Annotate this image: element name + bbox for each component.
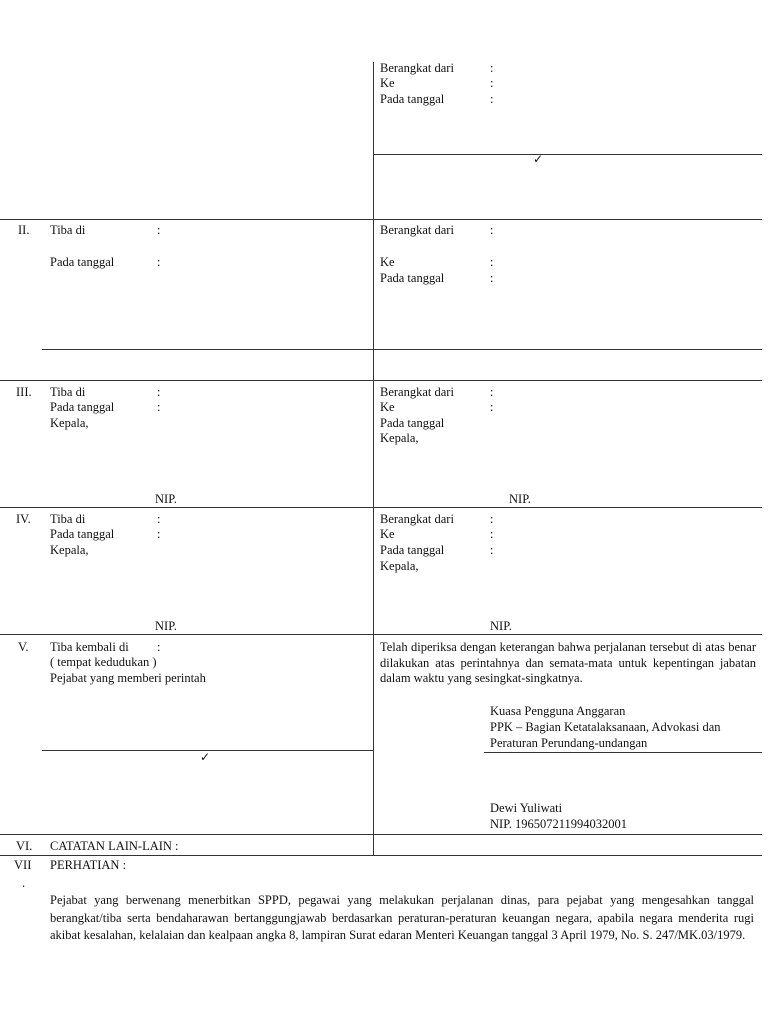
section4-tiba-label: Tiba di <box>50 512 86 526</box>
section2-berangkat-label: Berangkat dari <box>380 223 454 237</box>
section3-berangkat-label: Berangkat dari <box>380 385 454 399</box>
section4-kepala-label: Kepala, <box>50 543 89 557</box>
row5-right-line <box>484 752 762 753</box>
section2-number: II. <box>18 223 30 237</box>
section4-tanggal-label: Pada tanggal <box>50 527 115 541</box>
section4-tanggal-colon: : <box>157 527 161 541</box>
row2-signature-line <box>42 349 762 350</box>
section3-tanggal-colon: : <box>157 400 161 414</box>
section4-right-tanggal-label: Pada tanggal <box>380 543 445 557</box>
section4-right-kepala-label: Kepala, <box>380 559 419 573</box>
section4-number: IV. <box>16 512 31 526</box>
top-ke-label: Ke <box>380 76 395 90</box>
section4-tiba-colon: : <box>157 512 161 526</box>
section4-berangkat-colon: : <box>490 512 494 526</box>
center-divider-3 <box>373 380 374 508</box>
center-divider-4 <box>373 507 374 635</box>
center-divider-top <box>373 62 374 220</box>
section4-berangkat-label: Berangkat dari <box>380 512 454 526</box>
section5-statement: Telah diperiksa dengan keterangan bahwa perjalanan tersebut di atas benar dilakukan atas perintahnya dan semata-mata untuk kepentingan jabatan dalam waktu yang sesingkat-singkatnya. <box>380 640 756 685</box>
top-berangkat-colon: : <box>490 61 494 75</box>
section3-right-tanggal-label: Pada tanggal <box>380 416 445 430</box>
section3-ke-colon: : <box>490 400 494 414</box>
section3-tiba-colon: : <box>157 385 161 399</box>
row-border-4 <box>0 507 762 508</box>
section4-nip-label: NIP. <box>155 619 177 633</box>
section7-dot: . <box>22 876 26 890</box>
section5-tiba-kembali-label: Tiba kembali di <box>50 640 129 654</box>
section3-kepala-label: Kepala, <box>50 416 89 430</box>
section5-official-name: Dewi Yuliwati <box>490 801 563 815</box>
section2-berangkat-colon: : <box>490 223 494 237</box>
center-divider-2 <box>373 219 374 381</box>
row-border-5 <box>0 634 762 635</box>
section5-tempat-label: ( tempat kedudukan ) <box>50 655 157 669</box>
section3-nip-label: NIP. <box>155 492 177 506</box>
section2-tanggal-label: Pada tanggal <box>50 255 115 269</box>
top-check-icon: ✓ <box>533 152 544 166</box>
section4-ke-colon: : <box>490 527 494 541</box>
section5-official-nip: NIP. 196507211994032001 <box>490 817 628 831</box>
section3-right-nip-label: NIP. <box>509 492 531 506</box>
section3-number: III. <box>16 385 32 399</box>
section3-right-kepala-label: Kepala, <box>380 431 419 445</box>
perhatian-paragraph: Pejabat yang berwenang menerbitkan SPPD, pegawai yang melakukan perjalanan dinas, para pejabat yang mengesahkan tanggal berangkat/tiba serta bendaharawan bertanggungjawab berdasarkan peraturan-peraturan keuangan negara, apabila negara menderita rugi akibat kesalahan, kelalaian dan kealpaan angka 8, lampiran Surat edaran Menteri Keuangan tanggal 3 April 1979, No. S. 247/MK.03/1979. <box>50 893 754 942</box>
section3-ke-label: Ke <box>380 400 395 414</box>
section5-peraturan-label: Peraturan Perundang-undangan <box>490 736 648 750</box>
section7-label: PERHATIAN : <box>50 858 127 872</box>
section5-kuasa-label: Kuasa Pengguna Anggaran <box>490 704 626 718</box>
top-right-signature-line <box>373 154 762 155</box>
section2-ke-colon: : <box>490 255 494 269</box>
section2-tiba-label: Tiba di <box>50 223 86 237</box>
section2-tanggal-colon: : <box>157 255 161 269</box>
row-border-2 <box>0 219 762 220</box>
section6-number: VI. <box>16 839 33 853</box>
section3-berangkat-colon: : <box>490 385 494 399</box>
section5-ppk-label: PPK – Bagian Ketatalaksanaan, Advokasi dan <box>490 720 721 734</box>
top-tanggal-label: Pada tanggal <box>380 92 445 106</box>
section5-number: V. <box>18 640 29 654</box>
center-divider-5 <box>373 634 374 856</box>
section7-number: VII <box>14 858 32 872</box>
section3-tanggal-label: Pada tanggal <box>50 400 115 414</box>
row-border-3 <box>0 380 762 381</box>
section4-right-nip-label: NIP. <box>490 619 512 633</box>
section2-tiba-colon: : <box>157 223 161 237</box>
section4-right-tanggal-colon: : <box>490 543 494 557</box>
section3-tiba-label: Tiba di <box>50 385 86 399</box>
section4-ke-label: Ke <box>380 527 395 541</box>
row-border-6 <box>0 834 762 835</box>
top-berangkat-label: Berangkat dari <box>380 61 454 75</box>
section2-right-tanggal-colon: : <box>490 271 494 285</box>
section5-tiba-kembali-colon: : <box>157 640 161 654</box>
section6-label: CATATAN LAIN-LAIN : <box>50 839 179 853</box>
section5-check-icon: ✓ <box>200 750 211 764</box>
section5-pejabat-label: Pejabat yang memberi perintah <box>50 671 206 685</box>
top-ke-colon: : <box>490 76 494 90</box>
section2-ke-label: Ke <box>380 255 395 269</box>
top-tanggal-colon: : <box>490 92 494 106</box>
row-border-7 <box>0 855 762 856</box>
section2-right-tanggal-label: Pada tanggal <box>380 271 445 285</box>
